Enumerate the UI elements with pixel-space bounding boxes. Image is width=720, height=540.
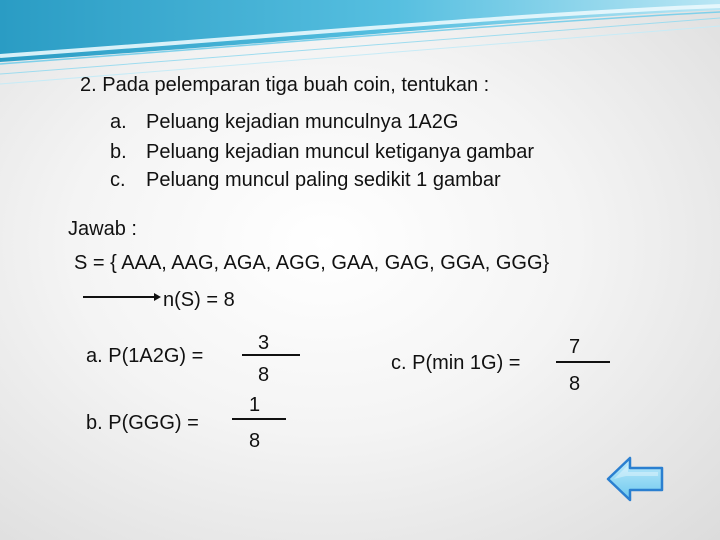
item-a-marker: a. xyxy=(110,111,127,133)
part-b-numerator: 1 xyxy=(249,394,261,416)
part-a-denominator: 8 xyxy=(258,364,270,386)
item-a-text: Peluang kejadian munculnya 1A2G xyxy=(146,111,459,133)
answer-label: Jawab : xyxy=(68,218,137,240)
part-c-lhs: c. P(min 1G) = xyxy=(391,352,521,374)
part-a-numerator: 3 xyxy=(258,332,270,354)
item-c-marker: c. xyxy=(110,169,126,191)
part-b-fraction-bar xyxy=(232,418,286,420)
sample-space: S = { AAA, AAG, AGA, AGG, GAA, GAG, GGA, GGG} xyxy=(74,252,550,274)
item-b-marker: b. xyxy=(110,141,127,163)
part-b-denominator: 8 xyxy=(249,430,261,452)
part-c-fraction-bar xyxy=(556,361,610,363)
item-b-text: Peluang kejadian muncul ketiganya gambar xyxy=(146,141,535,163)
left-arrow-icon[interactable] xyxy=(606,456,664,502)
right-arrow-icon xyxy=(82,290,162,304)
item-c-text: Peluang muncul paling sedikit 1 gambar xyxy=(146,169,501,191)
part-a-lhs: a. P(1A2G) = xyxy=(86,345,204,367)
part-c-denominator: 8 xyxy=(569,373,581,395)
question-heading: 2. Pada pelemparan tiga buah coin, tentukan : xyxy=(80,74,490,96)
sample-count: n(S) = 8 xyxy=(163,289,235,311)
part-a-fraction-bar xyxy=(242,354,300,356)
part-b-lhs: b. P(GGG) = xyxy=(86,412,199,434)
part-c-numerator: 7 xyxy=(569,336,581,358)
